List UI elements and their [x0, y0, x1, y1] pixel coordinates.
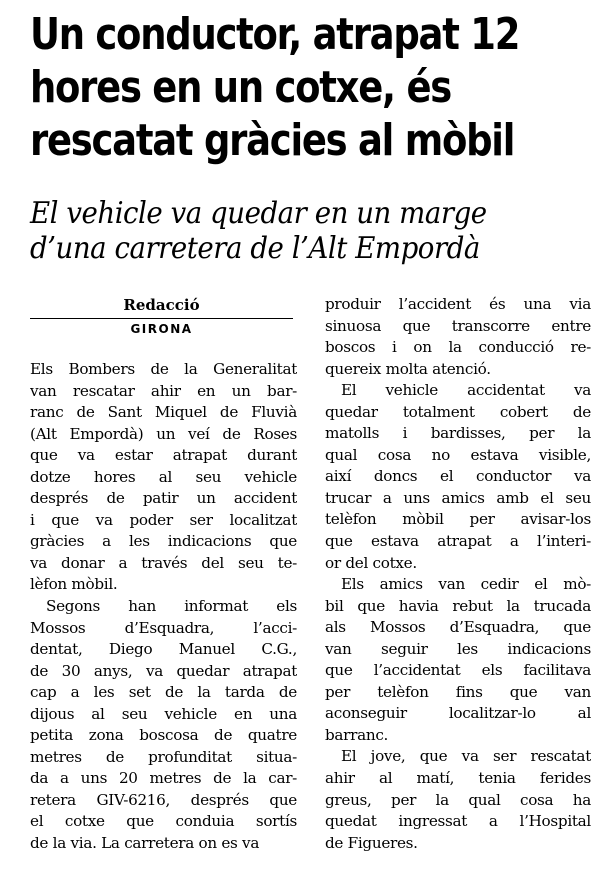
text-line: que estava atrapat a l’interi- — [325, 532, 591, 551]
article-column-left — [30, 359, 297, 855]
text-line: trucar a uns amics amb el seu — [325, 488, 591, 507]
text-line: van seguir les indicacions — [325, 639, 591, 658]
text-line: aconseguir localitzar-lo al — [325, 704, 591, 723]
text-line: retera GIV-6216, després que — [30, 790, 297, 809]
headline-line: rescatat gràcies al mòbil — [30, 115, 515, 166]
text-line: matolls i bardisses, per la — [325, 424, 591, 443]
text-line: (Alt Empordà) un veí de Roses — [30, 424, 297, 443]
text-line: dentat, Diego Manuel C.G., — [30, 640, 297, 659]
text-line: van rescatar ahir en un bar- — [30, 381, 297, 400]
text-line: Els Bombers de la Generalitat — [30, 360, 297, 378]
text-line: gràcies a les indicacions que — [30, 532, 297, 551]
text-line: per telèfon fins que van — [325, 682, 591, 701]
text-line: produir l’accident és una via — [325, 295, 591, 313]
headline — [30, 8, 599, 167]
text-line: i que va poder ser localitzat — [30, 510, 297, 529]
article-column-right — [325, 294, 591, 854]
text-line: quereix molta atenció. — [325, 359, 491, 378]
text-line: el cotxe que conduia sortís — [30, 812, 297, 831]
text-line: va donar a través del seu te- — [30, 553, 297, 572]
text-line: ranc de Sant Miquel de Fluvià — [30, 403, 297, 422]
text-line: barranc. — [325, 725, 389, 744]
text-line: da a uns 20 metres de la car- — [30, 769, 297, 788]
text-line: Els amics van cedir el mò- — [341, 575, 591, 594]
text-line: quedar totalment cobert de — [325, 402, 591, 421]
headline-line: hores en un cotxe, és — [30, 62, 451, 113]
text-line: metres de profunditat situa- — [30, 747, 297, 766]
text-line: Mossos d’Esquadra, l’acci- — [30, 618, 297, 637]
text-line: de Figueres. — [325, 833, 418, 852]
text-line: de la via. La carretera on es va — [30, 834, 260, 853]
text-line: després de patir un accident — [30, 489, 297, 508]
text-line: sinuosa que transcorre entre — [325, 316, 591, 335]
text-line: quedat ingressat a l’Hospital — [325, 812, 591, 831]
text-line: bil que havia rebut la trucada — [325, 596, 591, 615]
text-line: ahir al matí, tenia ferides — [325, 769, 591, 788]
text-line: de 30 anys, va quedar atrapat — [30, 661, 297, 680]
text-line: que va estar atrapat durant — [30, 446, 297, 465]
byline-place: GIRONA — [130, 322, 193, 336]
byline-author: Redacció — [123, 296, 200, 314]
text-line: que l’accidentat els facilitava — [325, 661, 591, 680]
text-line: als Mossos d’Esquadra, que — [325, 618, 591, 637]
byline-divider — [30, 318, 293, 319]
text-line: lèfon mòbil. — [30, 575, 118, 594]
text-line: greus, per la qual cosa ha — [325, 790, 591, 809]
text-line: Segons han informat els — [46, 597, 297, 616]
text-line: qual cosa no estava visible, — [325, 445, 591, 464]
subtitle-line: El vehicle va quedar en un marge — [30, 196, 487, 231]
text-line: boscos i on la conducció re- — [325, 338, 591, 357]
text-line: cap a les set de la tarda de — [30, 683, 297, 702]
subtitle — [30, 196, 487, 266]
headline-line: Un conductor, atrapat 12 — [30, 9, 520, 60]
text-line: El vehicle accidentat va — [341, 381, 591, 400]
text-line: dotze hores al seu vehicle — [30, 467, 297, 486]
text-line: telèfon mòbil per avisar-los — [325, 510, 591, 529]
text-line: or del cotxe. — [325, 553, 417, 572]
text-line: així doncs el conductor va — [325, 467, 591, 486]
text-line: El jove, que va ser rescatat — [341, 747, 591, 766]
text-line: petita zona boscosa de quatre — [30, 726, 297, 745]
text-line: dijous al seu vehicle en una — [30, 704, 297, 723]
subtitle-line: d’una carretera de l’Alt Empordà — [30, 231, 480, 266]
